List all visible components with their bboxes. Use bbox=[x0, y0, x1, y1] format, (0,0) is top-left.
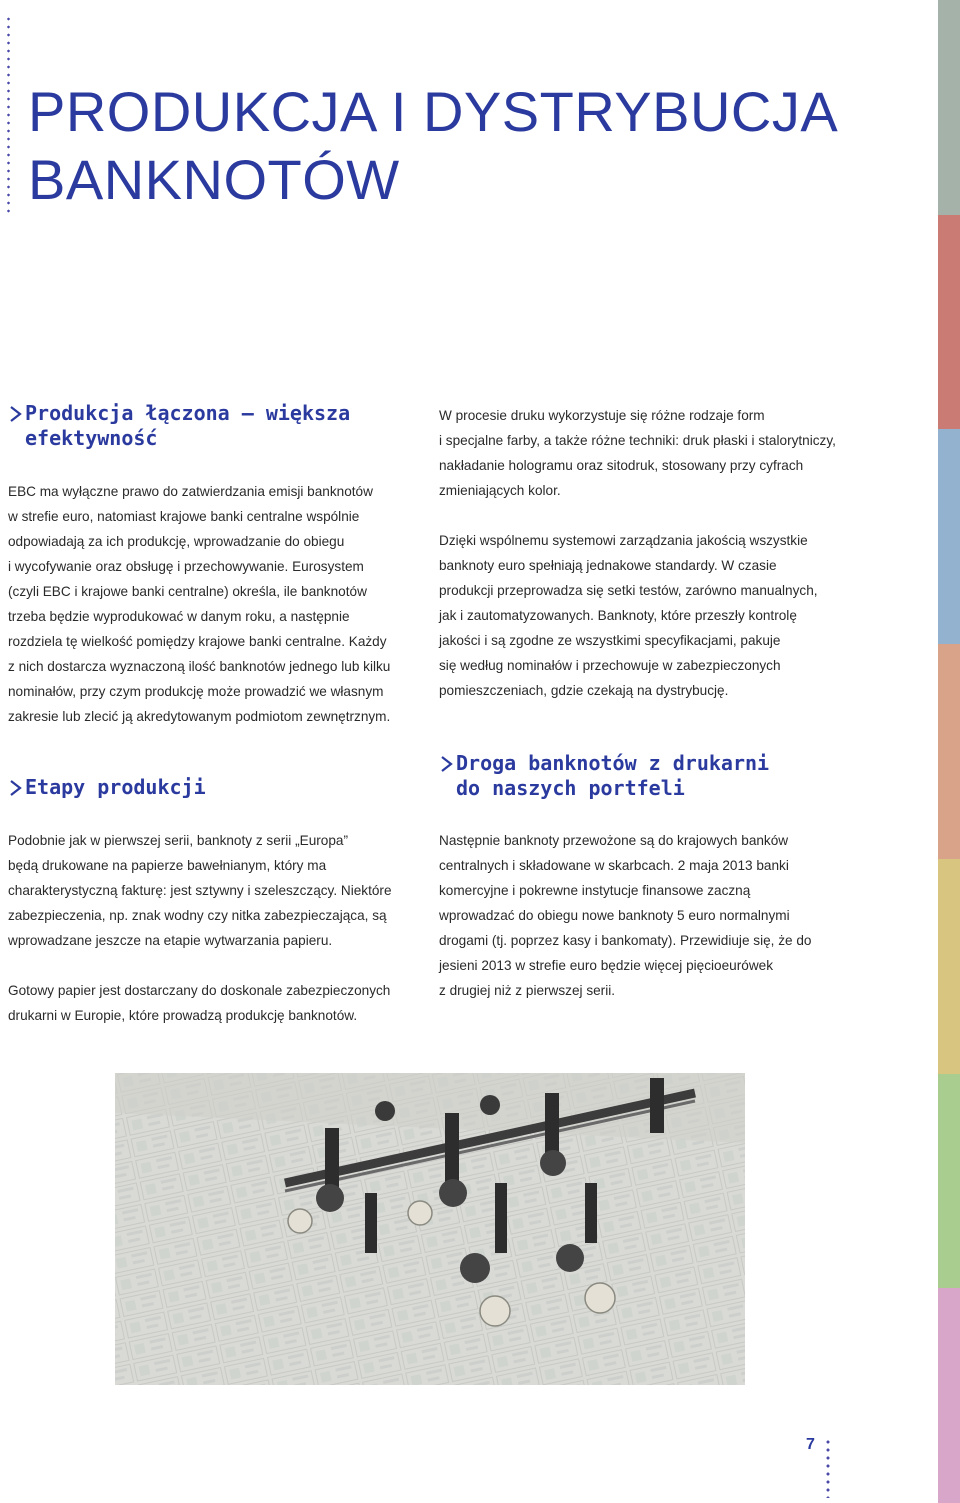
text-line: się według nominałów i przechowuje w zabezpieczonych bbox=[439, 658, 781, 673]
text-line: wprowadzane jeszcze na etapie wytwarzania papieru. bbox=[8, 933, 333, 948]
heading-droga-line-2: do naszych portfeli bbox=[456, 776, 685, 800]
text-line: W procesie druku wykorzystuje się różne rodzaje form bbox=[439, 408, 765, 423]
text-line: i specjalne farby, a także różne techniki: druk płaski i stalorytniczy, bbox=[439, 433, 836, 448]
paragraph-produkcja bbox=[8, 479, 428, 729]
text-line: (czyli EBC i krajowe banki centralne) określa, ile banknotów bbox=[8, 584, 367, 599]
color-stripe-green bbox=[938, 1074, 960, 1289]
text-line: komercyjne i pokrewne instytucje finansowe zaczną bbox=[439, 883, 751, 898]
paragraph-etapy-2 bbox=[8, 978, 428, 1028]
heading-produkcja-line-1: Produkcja łączona – większa bbox=[25, 401, 351, 425]
text-line: wprowadzać do obiegu nowe banknoty 5 euro normalnymi bbox=[439, 908, 790, 923]
color-stripe-pink bbox=[938, 1288, 960, 1503]
text-line: trzeba będzie wyprodukować w danym roku, a następnie bbox=[8, 609, 350, 624]
text-line: z nich dostarcza wyznaczoną ilość banknotów jednego lub kilku bbox=[8, 659, 391, 674]
decorative-dots-bottom bbox=[826, 1438, 830, 1498]
text-line: EBC ma wyłączne prawo do zatwierdzania emisji banknotów bbox=[8, 484, 373, 499]
text-line: zabezpieczenia, np. znak wodny czy nitka zabezpieczająca, są bbox=[8, 908, 387, 923]
heading-etapy bbox=[8, 775, 206, 800]
text-line: nakładanie hologramu oraz sitodruk, stosowany przy cyfrach bbox=[439, 458, 804, 473]
color-stripe-gray bbox=[938, 0, 960, 215]
text-line: i wycofywanie oraz obsługę i przechowywanie. Eurosystem bbox=[8, 559, 364, 574]
chevron-right-icon bbox=[8, 779, 24, 797]
text-line: pomieszczeniach, gdzie czekają na dystrybucję. bbox=[439, 683, 729, 698]
text-line: Następnie banknoty przewożone są do krajowych banków bbox=[439, 833, 789, 848]
color-stripe-blue bbox=[938, 429, 960, 644]
page-title bbox=[28, 78, 838, 214]
chevron-right-icon bbox=[8, 405, 24, 423]
chevron-right-icon bbox=[439, 755, 455, 773]
color-stripe-yellow bbox=[938, 859, 960, 1074]
text-line: produkcji przeprowadza się setki testów, zarówno manualnych, bbox=[439, 583, 818, 598]
text-line: zmieniających kolor. bbox=[439, 483, 561, 498]
text-line: drogami (tj. poprzez kasy i bankomaty). Przewidiuje się, że do bbox=[439, 933, 812, 948]
paragraph-etapy-1 bbox=[8, 828, 428, 953]
page-title-line-1: PRODUKCJA I DYSTRYBUCJA bbox=[28, 80, 839, 143]
text-line: zakresie lub zlecić ją akredytowanym podmiotom zewnętrznym. bbox=[8, 709, 391, 724]
text-line: Dzięki wspólnemu systemowi zarządzania jakością wszystkie bbox=[439, 533, 808, 548]
color-stripe-orange bbox=[938, 644, 960, 859]
heading-droga bbox=[439, 751, 769, 801]
text-line: odpowiadają za ich produkcję, wprowadzanie do obiegu bbox=[8, 534, 345, 549]
text-line: charakterystyczną fakturę: jest sztywny i szeleszczący. Niektóre bbox=[8, 883, 392, 898]
page-number: 7 bbox=[806, 1436, 815, 1453]
printing-machine-illustration bbox=[115, 1073, 745, 1385]
heading-etapy-line-1: Etapy produkcji bbox=[25, 775, 206, 799]
page-title-line-2: BANKNOTÓW bbox=[28, 148, 400, 211]
text-line: centralnych i składowane w skarbcach. 2 maja 2013 banki bbox=[439, 858, 789, 873]
color-stripe-red bbox=[938, 215, 960, 430]
decorative-dots-top bbox=[7, 15, 10, 215]
text-line: nominałów, przy czym produkcję może prowadzić we własnym bbox=[8, 684, 384, 699]
side-color-bar bbox=[938, 0, 960, 1503]
paragraph-druk-2 bbox=[439, 528, 869, 703]
paragraph-druk-1 bbox=[439, 403, 869, 503]
text-line: będą drukowane na papierze bawełnianym, który ma bbox=[8, 858, 327, 873]
text-line: w strefie euro, natomiast krajowe banki centralne wspólnie bbox=[8, 509, 360, 524]
text-line: Podobnie jak w pierwszej serii, banknoty z serii „Europa” bbox=[8, 833, 348, 848]
text-line: Gotowy papier jest dostarczany do doskonale zabezpieczonych bbox=[8, 983, 391, 998]
banknote-printing-photo bbox=[115, 1073, 745, 1385]
text-line: jak i zautomatyzowanych. Banknoty, które przeszły kontrolę bbox=[439, 608, 797, 623]
text-line: rozdziela tę wielkość pomiędzy krajowe banki centralne. Każdy bbox=[8, 634, 387, 649]
text-line: drukarni w Europie, które prowadzą produkcję banknotów. bbox=[8, 1008, 358, 1023]
heading-produkcja bbox=[8, 401, 350, 451]
text-line: z drugiej niż z pierwszej serii. bbox=[439, 983, 616, 998]
heading-produkcja-line-2: efektywność bbox=[25, 426, 158, 450]
text-line: banknoty euro spełniają jednakowe standardy. W czasie bbox=[439, 558, 777, 573]
heading-droga-line-1: Droga banknotów z drukarni bbox=[456, 751, 770, 775]
paragraph-droga bbox=[439, 828, 869, 1003]
text-line: jakości i są zgodne ze wszystkimi specyfikacjami, pakuje bbox=[439, 633, 781, 648]
text-line: jesieni 2013 w strefie euro będzie więcej pięcioeurówek bbox=[439, 958, 773, 973]
